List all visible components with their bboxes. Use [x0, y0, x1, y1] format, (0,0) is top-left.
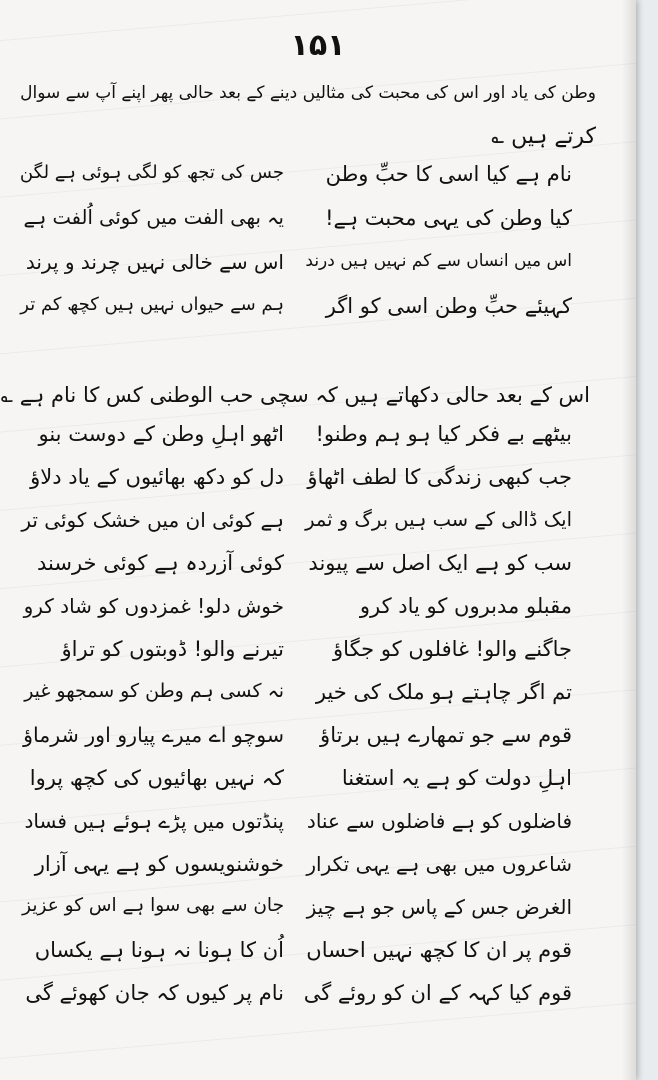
- intro-paragraph-line-1: وطن کی یاد اور اس کی محبت کی مثالیں دینے کے بعد حالی پھر اپنے آپ سے سوال: [20, 83, 596, 103]
- verse-line: مقبلو مدبروں کو یاد کرو: [359, 594, 572, 618]
- verse-line: تم اگر چاہتے ہو ملک کی خیر: [315, 680, 572, 704]
- verse-line: کوئی آزردہ ہے کوئی خرسند: [37, 551, 284, 575]
- verse-line: جس کی تجھ کو لگی ہوئی ہے لگن: [19, 162, 284, 183]
- verse-line: نہ کسی ہم وطن کو سمجھو غیر: [24, 680, 284, 702]
- verse-line: اُن کا ہونا نہ ہونا ہے یکساں: [34, 938, 284, 962]
- verse-line: پنڈتوں میں پڑے ہوئے ہیں فساد: [24, 809, 284, 833]
- verse-line: قوم کیا کہہ کے ان کو روئے گی: [303, 981, 572, 1005]
- verse-line: دل کو دکھ بھائیوں کے یاد دلاؤ: [30, 465, 284, 489]
- verse-line: کہ نہیں بھائیوں کی کچھ پروا: [29, 766, 284, 790]
- verse-line: فاضلوں کو ہے فاضلوں سے عناد: [306, 809, 572, 833]
- verse-line: ایک ڈالی کے سب ہیں برگ و ثمر: [305, 508, 572, 531]
- verse-line: اٹھو اہلِ وطن کے دوست بنو: [38, 422, 284, 446]
- verse-line: ہم سے حیواں نہیں ہیں کچھ کم تر: [20, 294, 284, 315]
- verse-line: ہے کوئی ان میں خشک کوئی تر: [21, 508, 284, 532]
- verse-line: کیا وطن کی یہی محبت ہے!: [325, 206, 572, 230]
- verse-line: الغرض جس کے پاس جو ہے چیز: [306, 895, 572, 919]
- stanza-2-right-column: [302, 422, 572, 1032]
- verse-line: بیٹھے بے فکر کیا ہو ہم وطنو!: [315, 422, 572, 446]
- verse-line: کہیئے حبِّ وطن اسی کو اگر: [325, 294, 572, 318]
- transition-paragraph: اس کے بعد حالی دکھاتے ہیں کہ سچی حب الوطنی کس کا نام ہے ؎: [0, 383, 590, 407]
- verse-line: نام پر کیوں کہ جان کھوئے گی: [25, 981, 284, 1005]
- intro-paragraph-line-2: کرتے ہیں ؎: [491, 124, 596, 149]
- stanza-1-left-column: [20, 162, 284, 332]
- verse-line: جب کبھی زندگی کا لطف اٹھاؤ: [307, 465, 572, 489]
- verse-line: خوش دلو! غمزدوں کو شاد کرو: [23, 594, 284, 618]
- verse-line: اس میں انساں سے کم نہیں ہیں درند: [305, 251, 572, 271]
- verse-line: سوچو اے میرے پیارو اور شرماؤ: [23, 723, 284, 747]
- verse-line: یہ بھی الفت میں کوئی اُلفت ہے: [23, 206, 284, 229]
- verse-line: قوم پر ان کا کچھ نہیں احساں: [306, 938, 572, 962]
- verse-line: قوم سے جو تمھارے ہیں برتاؤ: [320, 723, 572, 747]
- verse-line: اہلِ دولت کو ہے یہ استغنا: [341, 766, 572, 790]
- stanza-2-left-column: [20, 422, 284, 1032]
- page-number: ۱۵۱: [290, 28, 346, 63]
- stanza-1-right-column: [302, 162, 572, 332]
- verse-line: جان سے بھی سوا ہے اس کو عزیز: [22, 895, 284, 916]
- verse-line: شاعروں میں بھی ہے یہی تکرار: [306, 852, 572, 876]
- verse-line: خوشنویسوں کو ہے یہی آزار: [34, 852, 284, 876]
- verse-line: سب کو ہے ایک اصل سے پیوند: [308, 551, 572, 575]
- verse-line: نام ہے کیا اسی کا حبِّ وطن: [325, 162, 572, 186]
- verse-line: جاگنے والو! غافلوں کو جگاؤ: [333, 637, 572, 661]
- verse-line: تیرنے والو! ڈوبتوں کو تراؤ: [61, 637, 284, 661]
- verse-line: اس سے خالی نہیں چرند و پرند: [25, 250, 284, 274]
